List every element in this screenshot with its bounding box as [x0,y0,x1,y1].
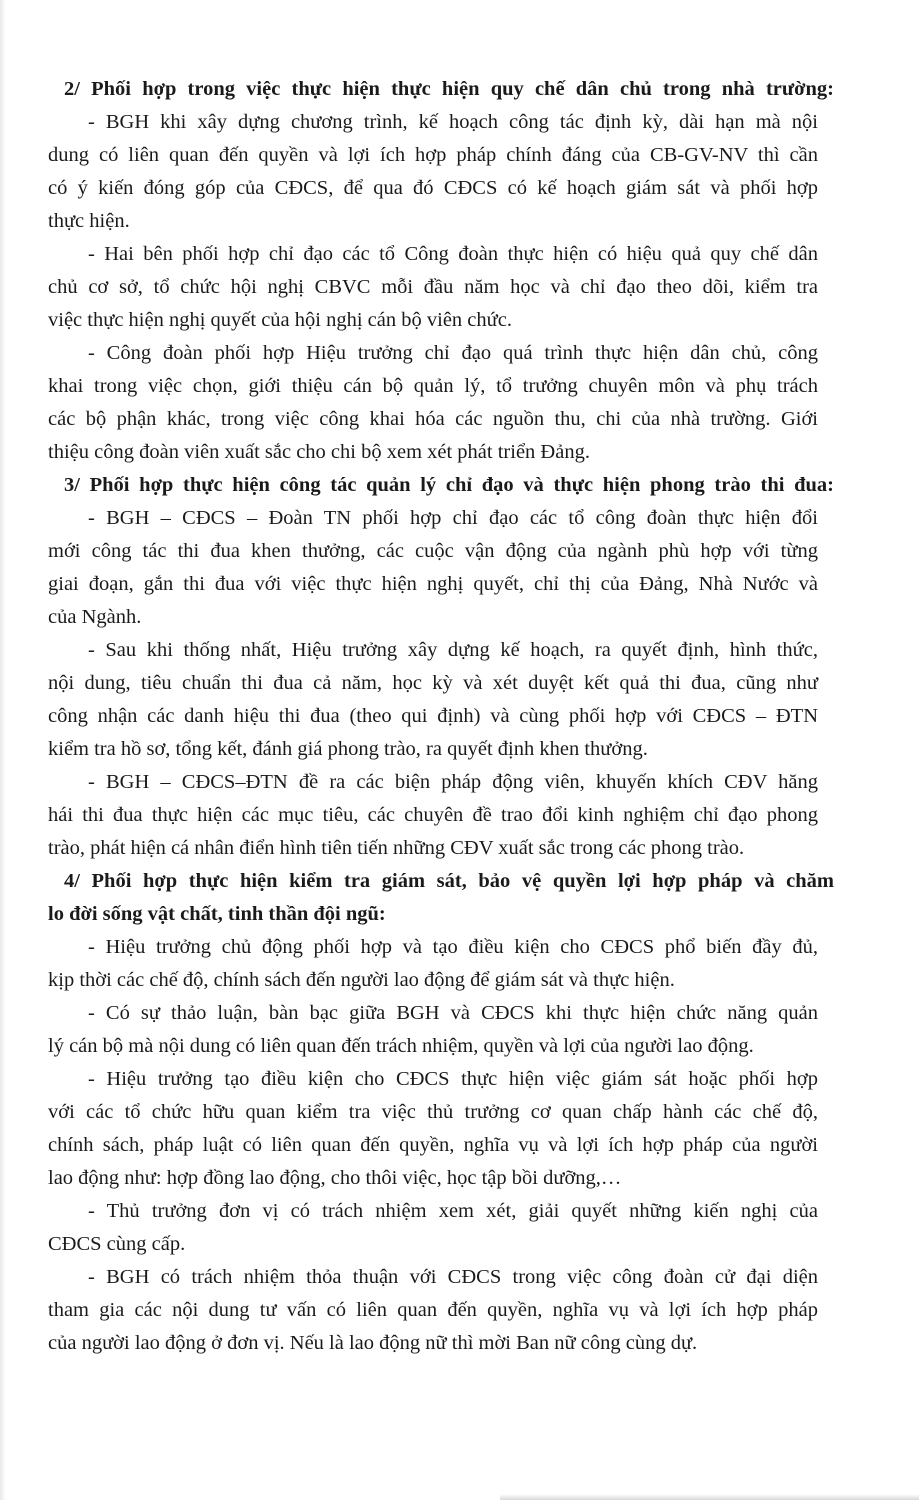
paragraph-line: hái thi đua thực hiện các mục tiêu, các chuyên đề trao đổi kinh nghiệm chỉ đạo phong [48,804,818,826]
paragraph-line: với các tổ chức hữu quan kiểm tra việc thủ trưởng cơ quan chấp hành các chế độ, [48,1101,818,1123]
paragraph-line: công nhận các danh hiệu thi đua (theo qui định) và cùng phối hợp với CĐCS – ĐTN [48,705,818,727]
paragraph-line: - Hiệu trưởng tạo điều kiện cho CĐCS thực hiện việc giám sát hoặc phối hợp [88,1068,818,1090]
paragraph-line: có ý kiến đóng góp của CĐCS, để qua đó CĐCS có kế hoạch giám sát và phối hợp [48,177,818,199]
paragraph-line: chủ cơ sở, tổ chức hội nghị CBVC mỗi đầu năm học và chỉ đạo theo dõi, kiểm tra [48,276,818,298]
paragraph-line: kịp thời các chế độ, chính sách đến người lao động để giám sát và thực hiện. [48,969,675,991]
section-heading-2: 2/ Phối hợp trong việc thực hiện thực hiện quy chế dân chủ trong nhà trường: [64,78,834,100]
paragraph-line: - Hiệu trưởng chủ động phối hợp và tạo điều kiện cho CĐCS phổ biến đầy đủ, [88,936,818,958]
paragraph-line: tham gia các nội dung tư vấn có liên quan đến quyền, nghĩa vụ và lợi ích hợp pháp [48,1299,818,1321]
paragraph-line: kiểm tra hồ sơ, tổng kết, đánh giá phong trào, ra quyết định khen thưởng. [48,738,648,760]
paragraph-line: của Ngành. [48,606,142,628]
scan-bottom-shadow [500,1494,919,1500]
paragraph-line: CĐCS cùng cấp. [48,1233,186,1255]
paragraph-line: việc thực hiện nghị quyết của hội nghị cán bộ viên chức. [48,309,512,331]
paragraph-line: - Thủ trưởng đơn vị có trách nhiệm xem xét, giải quyết những kiến nghị của [88,1200,818,1222]
paragraph-line: - Công đoàn phối hợp Hiệu trưởng chỉ đạo quá trình thực hiện dân chủ, công [88,342,818,364]
section-heading-3: 3/ Phối hợp thực hiện công tác quản lý chỉ đạo và thực hiện phong trào thi đua: [64,474,834,496]
paragraph-line: mới công tác thi đua khen thưởng, các cuộc vận động của ngành phù hợp với từng [48,540,818,562]
paragraph-line: - BGH có trách nhiệm thỏa thuận với CĐCS trong việc công đoàn cử đại diện [88,1266,818,1288]
paragraph-line: - Hai bên phối hợp chỉ đạo các tổ Công đoàn thực hiện có hiệu quả quy chế dân [88,243,818,265]
paragraph-line: các bộ phận khác, trong việc công khai hóa các nguồn thu, chi của nhà trường. Giới [48,408,818,430]
paragraph-line: - Có sự thảo luận, bàn bạc giữa BGH và CĐCS khi thực hiện chức năng quản [88,1002,818,1024]
paragraph-line: - BGH – CĐCS – Đoàn TN phối hợp chỉ đạo các tổ công đoàn thực hiện đổi [88,507,818,529]
paragraph-line: lao động như: hợp đồng lao động, cho thôi việc, học tập bồi dưỡng,… [48,1167,622,1189]
paragraph-line: của người lao động ở đơn vị. Nếu là lao động nữ thì mời Ban nữ công cùng dự. [48,1332,698,1354]
paragraph-line: lý cán bộ mà nội dung có liên quan đến trách nhiệm, quyền và lợi của người lao động. [48,1035,754,1057]
paragraph-line: thiệu công đoàn viên xuất sắc cho chi bộ xem xét phát triển Đảng. [48,441,590,463]
paragraph-line: dung có liên quan đến quyền và lợi ích hợp pháp chính đáng của CB-GV-NV thì cần [48,144,818,166]
section-heading-4: 4/ Phối hợp thực hiện kiểm tra giám sát, bảo vệ quyền lợi hợp pháp và chăm [64,870,834,892]
paragraph-line: khai trong việc chọn, giới thiệu cán bộ quản lý, tổ trưởng chuyên môn và phụ trách [48,375,818,397]
paragraph-line: trào, phát hiện cá nhân điển hình tiên tiến những CĐV xuất sắc trong các phong trào. [48,837,745,859]
paragraph-line: nội dung, tiêu chuẩn thi đua cả năm, học kỳ và xét duyệt kết quả thi đua, cũng như [48,672,818,694]
paragraph-line: - Sau khi thống nhất, Hiệu trưởng xây dựng kế hoạch, ra quyết định, hình thức, [88,639,818,661]
paragraph-line: - BGH khi xây dựng chương trình, kế hoạch công tác định kỳ, dài hạn mà nội [88,111,818,133]
paragraph-line: chính sách, pháp luật có liên quan đến quyền, nghĩa vụ và lợi ích hợp pháp của người [48,1134,818,1156]
scan-edge-shadow [0,0,6,1500]
paragraph-line: giai đoạn, gắn thi đua với việc thực hiện nghị quyết, chỉ thị của Đảng, Nhà Nước và [48,573,818,595]
paragraph-line: thực hiện. [48,210,130,232]
paragraph-line: - BGH – CĐCS–ĐTN đề ra các biện pháp động viên, khuyến khích CĐV hăng [88,771,818,793]
section-heading-4-cont: lo đời sống vật chất, tinh thần đội ngũ: [48,903,386,925]
